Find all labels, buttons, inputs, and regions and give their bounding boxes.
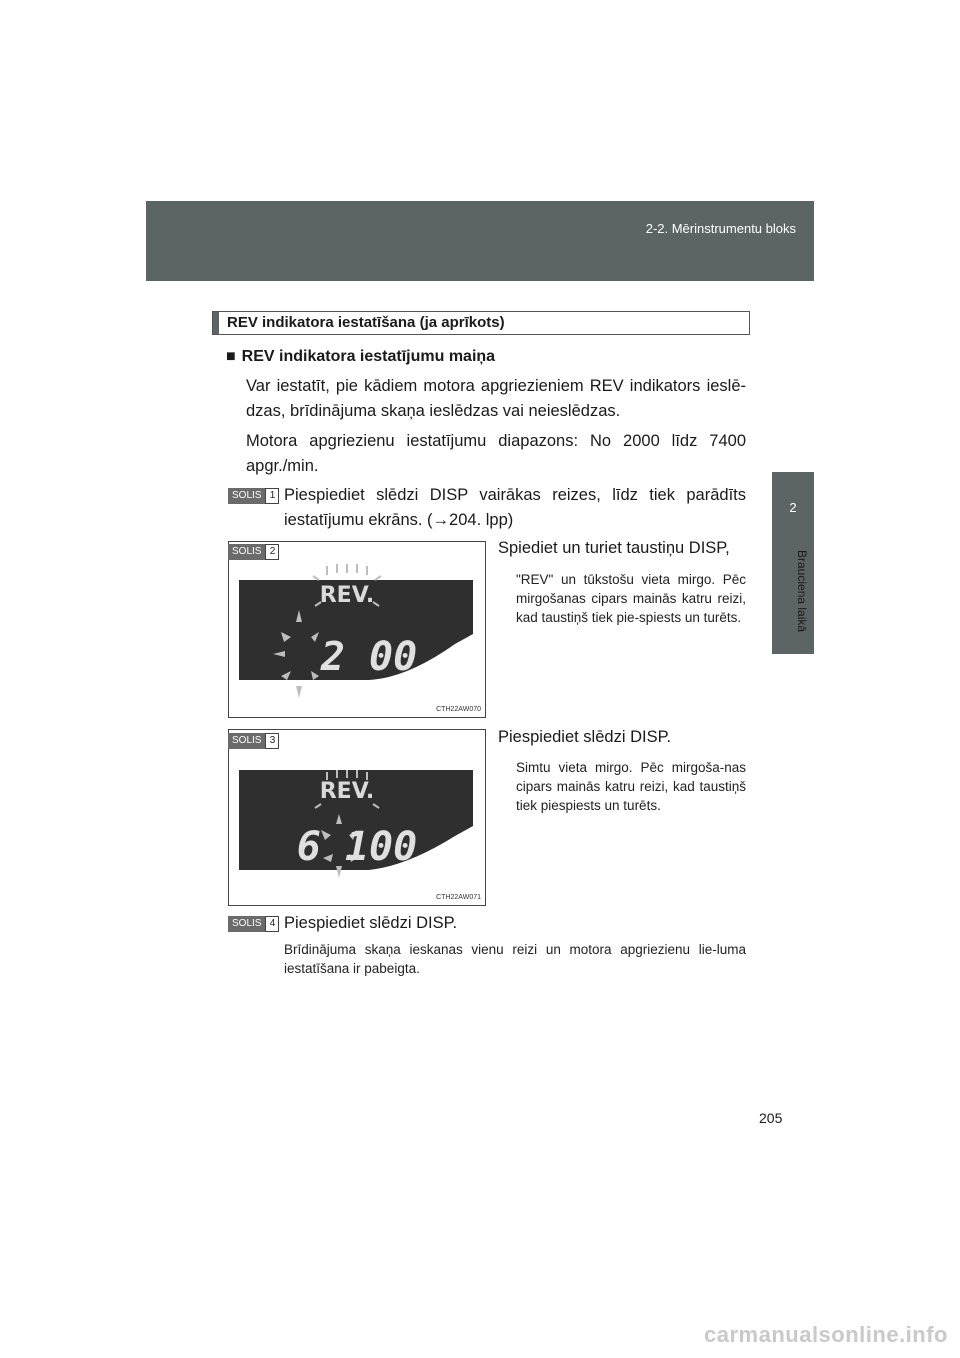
figure-rev-hundreds	[228, 729, 486, 906]
figure-code: CTH22AW071	[436, 894, 481, 901]
step-3-note: Simtu vieta mirgo. Pēc mirgoša-nas cipars mainās katru reizi, kad taustiņš tiek piespiests un turēts.	[516, 760, 746, 813]
rev-label: REV.	[319, 583, 375, 608]
subsection-title: REV indikatora iestatījumu maiņa	[241, 348, 496, 365]
section-heading-text: REV indikatora iestatīšana (ja aprīkots)	[227, 314, 505, 331]
step-label: SOLIS	[228, 488, 265, 504]
step-number: 4	[265, 916, 279, 932]
chapter-section-title: 2-2. Mērinstrumentu bloks	[645, 221, 796, 236]
intro-paragraph-2: Motora apgriezienu iestatījumu diapazons: No 2000 līdz 7400 apgr./min.	[246, 432, 746, 475]
step-label: SOLIS	[228, 916, 265, 932]
step-4-text: Piespiediet slēdzi DISP.	[284, 914, 458, 932]
lcd-digits: 2 00	[320, 634, 418, 680]
step-badge-4	[228, 916, 279, 932]
page-number: 205	[759, 1110, 783, 1126]
step-1-text: Piespiediet slēdzi DISP vairākas reizes, līdz tiek parādīts iestatījumu ekrāns. (→204. lpp)	[284, 486, 746, 529]
lcd-digits: 6 100	[296, 824, 418, 870]
figure-code: CTH22AW070	[436, 706, 481, 713]
step-4-note: Brīdinājuma skaņa ieskanas vienu reizi un motora apgriezienu lie-luma iestatīšana ir pabeigta.	[284, 942, 746, 976]
figure-rev-thousands	[228, 541, 486, 718]
watermark: carmanualsonline.info	[704, 1322, 948, 1347]
step-2-note: "REV" un tūkstošu vieta mirgo. Pēc mirgošanas cipars mainās katru reizi, kad taustiņš tiek pie-spiests un turēts.	[516, 572, 746, 625]
section-heading-bar	[213, 312, 219, 334]
lcd-display-illustration	[229, 730, 485, 905]
step-number: 3	[265, 733, 279, 749]
chapter-number: 2	[789, 500, 797, 515]
subsection-heading	[226, 348, 495, 366]
step-2-text: Spiediet un turiet taustiņu DISP,	[498, 539, 730, 557]
step-label: SOLIS	[228, 733, 265, 749]
step-number: 2	[265, 544, 279, 560]
step-number: 1	[265, 488, 279, 504]
step-label: SOLIS	[228, 544, 265, 560]
section-heading	[212, 311, 750, 335]
chapter-side-label: Brauciena laikā	[795, 550, 809, 633]
step-badge-2	[228, 544, 279, 560]
step-badge-1	[228, 488, 279, 504]
intro-paragraph-1: Var iestatīt, pie kādiem motora apgriezieniem REV indikators ieslē-dzas, brīdinājuma skaņa ieslēdzas vai neieslēdzas.	[246, 377, 746, 420]
step-3-text: Piespiediet slēdzi DISP.	[498, 728, 672, 746]
chapter-header-band	[146, 201, 814, 281]
lcd-display-illustration	[229, 542, 485, 717]
square-bullet-icon: ■	[226, 348, 236, 365]
rev-label: REV.	[319, 779, 375, 804]
step-badge-3	[228, 733, 279, 749]
